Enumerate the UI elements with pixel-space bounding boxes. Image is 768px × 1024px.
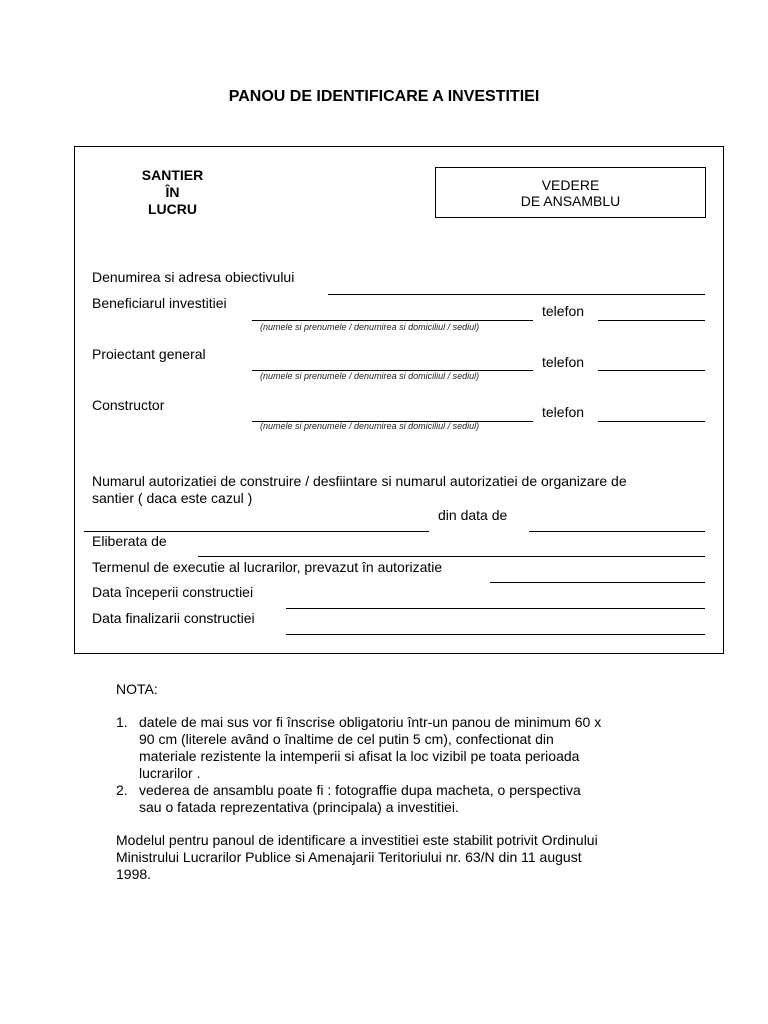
- page-title: PANOU DE IDENTIFICARE A INVESTITIEI: [228, 88, 540, 105]
- nota-heading: NOTA:: [116, 681, 158, 697]
- nota-item-line: sau o fatada reprezentativa (principala) a investitiei.: [139, 799, 459, 815]
- constructor-telefon-label: telefon: [542, 404, 585, 420]
- nota-footer-line: Modelul pentru panoul de identificare a investitiei este stabilit potrivit Ordinului: [116, 832, 598, 848]
- vedere-ansamblu-box: [435, 167, 706, 218]
- beneficiarul-telefon-line: [598, 320, 705, 321]
- denumirea-line: [328, 294, 705, 295]
- santier-line: LUCRU: [148, 201, 197, 217]
- data-finalizarii-label: Data finalizarii constructiei: [92, 610, 255, 626]
- data-inceperii-line: [286, 608, 705, 609]
- autorizatie-number-line: [84, 531, 429, 532]
- nota-item-line: 90 cm (literele având o înaltime de cel putin 5 cm), confectionat din: [139, 731, 554, 747]
- vedere-line: DE ANSAMBLU: [520, 193, 621, 209]
- termenul-line: [490, 582, 705, 583]
- nota-footer-line: 1998.: [116, 866, 152, 882]
- santier-label: [130, 167, 215, 218]
- santier-line: ÎN: [165, 184, 180, 200]
- nota-item-number: 2.: [116, 782, 128, 798]
- vedere-line: VEDERE: [541, 177, 600, 193]
- nota-footer-line: Ministrului Lucrarilor Publice si Amenajarii Teritoriului nr. 63/N din 11 august: [116, 849, 582, 865]
- beneficiarul-telefon-label: telefon: [542, 303, 585, 319]
- data-finalizarii-line: [286, 634, 705, 635]
- proiectant-telefon-line: [598, 370, 705, 371]
- santier-line: SANTIER: [141, 167, 204, 183]
- termenul-label: Termenul de executie al lucrarilor, prevazut în autorizatie: [92, 559, 443, 575]
- nota-item-line: datele de mai sus vor fi înscrise obligatoriu într-un panou de minimum 60 x: [139, 714, 602, 730]
- nota-item-line: lucrarilor .: [139, 765, 201, 781]
- constructor-telefon-line: [598, 421, 705, 422]
- beneficiarul-line: [252, 320, 533, 321]
- nota-item-number: 1.: [116, 714, 128, 730]
- identification-panel: [74, 146, 724, 654]
- din-data-line: [529, 531, 705, 532]
- denumirea-label: Denumirea si adresa obiectivului: [92, 269, 295, 285]
- din-data-label: din data de: [438, 507, 508, 523]
- eliberata-label: Eliberata de: [92, 533, 167, 549]
- beneficiarul-label: Beneficiarul investitiei: [92, 295, 227, 311]
- proiectant-hint: (numele si prenumele / denumirea si domiciliul / sediul): [260, 371, 480, 381]
- autorizatie-label-line2: santier ( daca este cazul ): [92, 490, 253, 506]
- constructor-hint: (numele si prenumele / denumirea si domiciliul / sediul): [260, 421, 480, 431]
- eliberata-line: [198, 556, 705, 557]
- constructor-label: Constructor: [92, 397, 165, 413]
- data-inceperii-label: Data începerii constructiei: [92, 584, 254, 600]
- autorizatie-label-line1: Numarul autorizatiei de construire / desfiintare si numarul autorizatiei de organizare de: [92, 473, 627, 489]
- nota-item-line: vederea de ansamblu poate fi : fotograffie dupa macheta, o perspectiva: [139, 782, 581, 798]
- beneficiarul-hint: (numele si prenumele / denumirea si domiciliul / sediul): [260, 322, 480, 332]
- nota-item-line: materiale rezistente la intemperii si afisat la loc vizibil pe toata perioada: [139, 748, 580, 764]
- nota-footer: [116, 832, 676, 883]
- proiectant-telefon-label: telefon: [542, 354, 585, 370]
- proiectant-label: Proiectant general: [92, 346, 206, 362]
